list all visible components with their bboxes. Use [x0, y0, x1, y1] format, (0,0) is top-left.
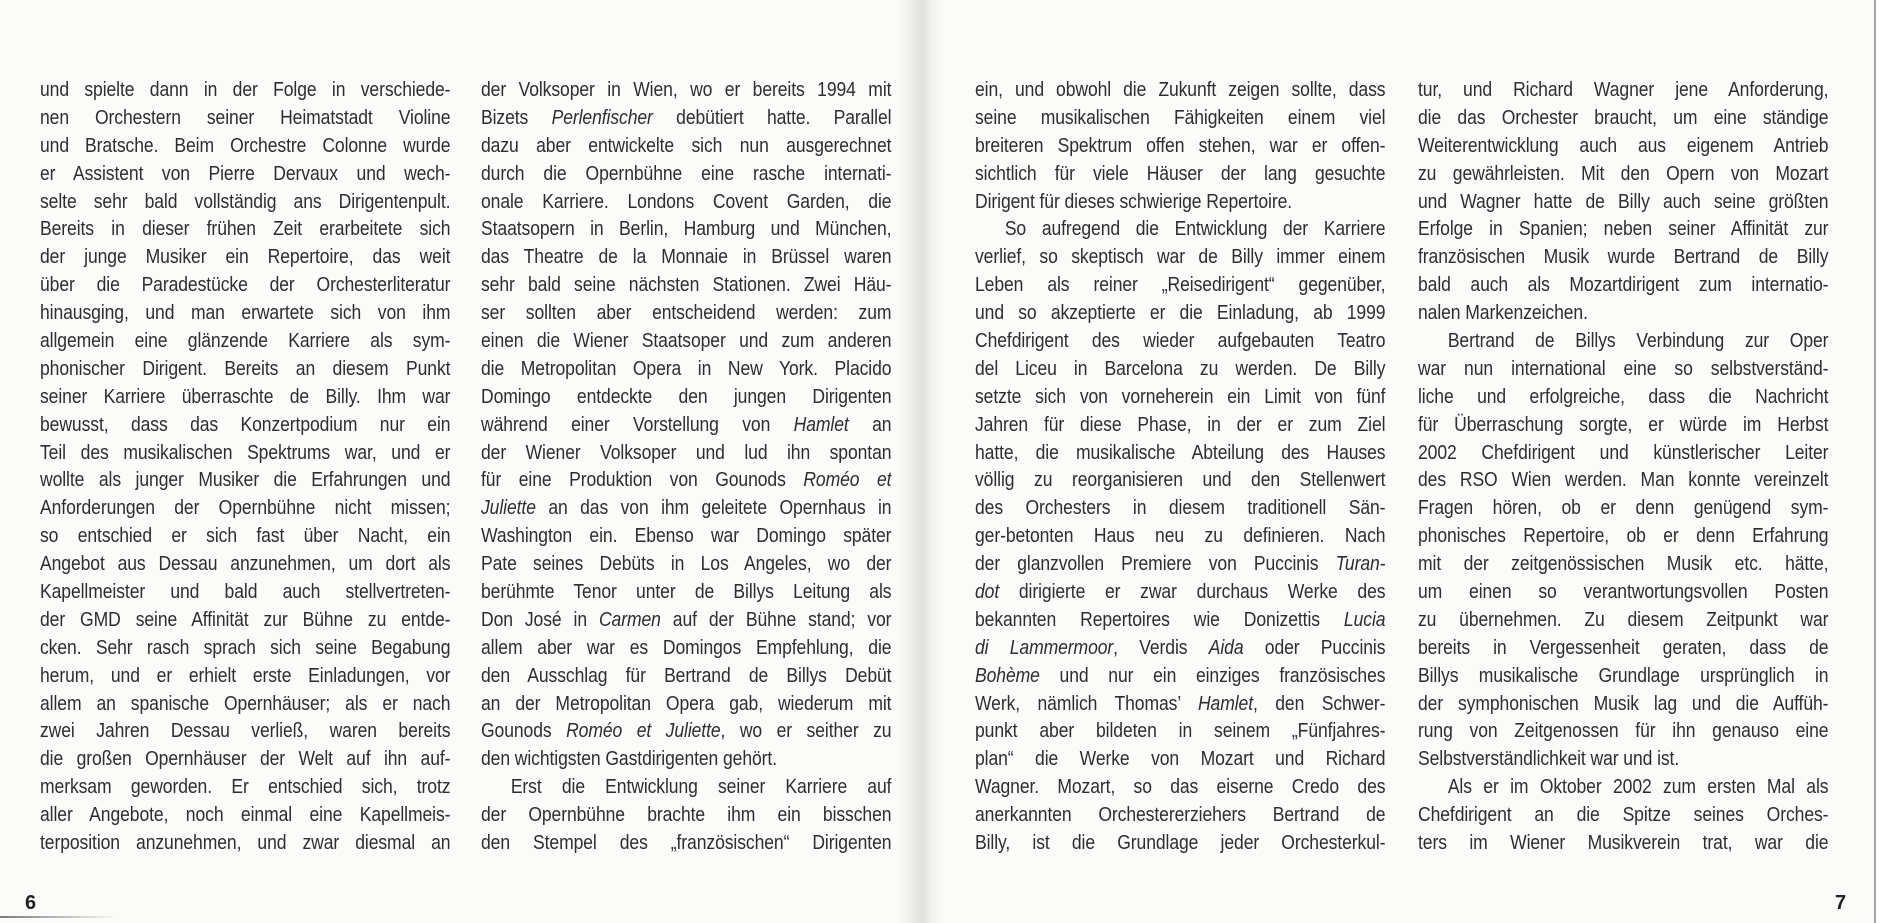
text-line: zu gewährleisten. Mit den Opern von Mozart: [1418, 162, 1829, 185]
text-line: plan“ die Werke von Mozart und Richard: [975, 748, 1386, 771]
text-line: der Opernbühne brachte ihm ein bisschen: [481, 804, 892, 827]
text-line: den Ausschlag für Bertrand de Billys Debüt: [481, 664, 892, 687]
text-line: die Metropolitan Opera in New York. Placido: [481, 357, 892, 380]
text-line: an der Metropolitan Opera gab, wiederum mit: [481, 692, 892, 715]
text-line: sehr bald seine nächsten Stationen. Zwei Häu-: [481, 274, 892, 297]
text-line: terposition anzunehmen, und zwar diesmal an: [40, 832, 451, 855]
text-line: völlig zu reorganisieren und den Stellenwert: [975, 469, 1386, 492]
text-line: hinausging, und man erwartete sich von ihm: [40, 302, 451, 325]
text-line: der Volksoper in Wien, wo er bereits 1994 mit: [481, 79, 892, 101]
text-line: Bereits in dieser frühen Zeit erarbeitete sich: [40, 218, 451, 241]
text-line: den wichtigsten Gastdirigenten gehört.: [481, 748, 778, 771]
text-line: phonisches Repertoire, ob er denn Erfahrung: [1418, 525, 1829, 548]
text-line: Bertrand de Billys Verbindung zur Oper: [1447, 330, 1829, 353]
text-line: del Liceu in Barcelona zu werden. De Billy: [975, 357, 1386, 380]
text-line: so entschied er sich fast über Nacht, ein: [40, 525, 451, 548]
text-line: Angebot aus Dessau anzunehmen, um dort als: [40, 553, 451, 576]
text-line: Bizets Perlenfischer debütiert hatte. Parallel: [481, 106, 892, 129]
text-line: 2002 Chefdirigent und künstlerischer Leiter: [1418, 441, 1829, 464]
text-line: ters im Wiener Musikverein trat, war die: [1418, 832, 1829, 855]
text-line: punkt aber bildeten in seinem „Fünfjahres-: [975, 720, 1386, 743]
text-line: zu übernehmen. Zu diesem Zeitpunkt war: [1418, 608, 1829, 631]
text-line: bewusst, dass das Konzertpodium nur ein: [40, 413, 451, 436]
text-line: berühmte Tenor unter de Billys Leitung als: [481, 581, 892, 604]
text-line: Leben als reiner „Reisedirigent“ gegenüber,: [975, 274, 1386, 297]
text-line: der Wiener Volksoper und lud ihn spontan: [481, 441, 892, 464]
text-line: und spielte dann in der Folge in verschiede-: [40, 79, 451, 101]
text-line: ser sollten aber entscheidend werden: zum: [481, 302, 892, 325]
text-line: er Assistent von Pierre Dervaux und wech-: [40, 162, 451, 185]
text-line: allgemein eine glänzende Karriere als sym-: [40, 330, 451, 353]
text-line: bald auch als Mozartdirigent zum internatio-: [1418, 274, 1829, 297]
text-line: Washington ein. Ebenso war Domingo später: [481, 525, 892, 548]
text-column-2: [481, 77, 891, 859]
text-line: durch die Opernbühne eine rasche internati-: [481, 162, 892, 185]
text-line: Kapellmeister und bald auch stellvertreten-: [40, 581, 451, 604]
text-line: selte sehr bald vollständig ans Dirigentenpult.: [40, 190, 451, 213]
text-line: Anforderungen der Opernbühne nicht missen;: [40, 497, 451, 520]
text-line: dazu aber entwickelte sich nun ausgerechnet: [481, 134, 892, 157]
text-line: Jahren für diese Phase, in der er zum Ziel: [975, 413, 1386, 436]
text-line: zwei Jahren Dessau verließ, waren bereits: [40, 720, 451, 743]
text-line: aller Angebote, noch einmal eine Kapellmeis-: [40, 804, 451, 827]
text-line: tur, und Richard Wagner jene Anforderung,: [1418, 79, 1829, 101]
text-line: des RSO Wien werden. Man konnte vereinzelt: [1418, 469, 1829, 492]
page-number-right: 7: [1835, 892, 1847, 914]
text-line: seine musikalischen Fähigkeiten einem viel: [975, 106, 1386, 129]
text-line: den Stempel des „französischen“ Dirigenten: [481, 832, 892, 855]
text-line: onale Karriere. Londons Covent Garden, die: [481, 190, 892, 213]
bottom-page-edge: [0, 916, 118, 918]
text-line: merksam geworden. Er entschied sich, trotz: [40, 776, 451, 799]
text-line: Bohème und nur ein einziges französisches: [975, 664, 1386, 687]
text-line: die großen Opernhäuser der Welt auf ihn auf-: [40, 748, 451, 771]
text-line: Billys musikalische Grundlage ursprünglich in: [1418, 664, 1829, 687]
text-line: liche und erfolgreiche, dass die Nachricht: [1418, 385, 1829, 408]
text-line: war nun international eine so selbstverständ-: [1418, 357, 1829, 380]
text-line: einen die Wiener Staatsoper und zum anderen: [481, 330, 892, 353]
text-line: Erfolge in Spanien; neben seiner Affinität zur: [1418, 218, 1829, 241]
text-line: Dirigent für dieses schwierige Repertoire.: [975, 190, 1293, 213]
text-line: allem an spanische Opernhäuser; als er nach: [40, 692, 451, 715]
text-line: Weiterentwicklung auch aus eigenem Antrieb: [1418, 134, 1829, 157]
text-line: Selbstverständlichkeit war und ist.: [1418, 748, 1680, 771]
text-column-3: [975, 77, 1385, 859]
right-page: [921, 0, 1876, 923]
text-line: breiteren Spektrum offen stehen, war er offen-: [975, 134, 1386, 157]
text-line: Fragen hören, ob er denn genügend sym-: [1418, 497, 1829, 520]
text-line: für eine Produktion von Gounods Roméo et: [481, 469, 892, 492]
text-line: Teil des musikalischen Spektrums war, und er: [40, 441, 451, 464]
text-line: di Lammermoor, Verdis Aida oder Puccinis: [975, 636, 1386, 659]
page-number-left: 6: [25, 892, 37, 914]
text-line: Als er im Oktober 2002 zum ersten Mal als: [1447, 776, 1829, 799]
text-line: und Bratsche. Beim Orchestre Colonne wurde: [40, 134, 451, 157]
text-line: die das Orchester braucht, um eine ständige: [1418, 106, 1829, 129]
text-line: phonischer Dirigent. Bereits an diesem Punkt: [40, 357, 451, 380]
text-line: ger-betonten Haus neu zu definieren. Nach: [975, 525, 1386, 548]
text-line: das Theatre de la Monnaie in Brüssel waren: [481, 246, 892, 269]
text-line: Erst die Entwicklung seiner Karriere auf: [510, 776, 892, 799]
text-line: Staatsopern in Berlin, Hamburg und München,: [481, 218, 892, 241]
text-line: nalen Markenzeichen.: [1418, 302, 1588, 325]
text-line: verlief, so skeptisch war de Billy immer einem: [975, 246, 1386, 269]
text-line: der junge Musiker ein Repertoire, das weit: [40, 246, 451, 269]
text-line: ein, und obwohl die Zukunft zeigen sollte, dass: [975, 79, 1386, 101]
text-line: um einen so verantwortungsvollen Posten: [1418, 581, 1829, 604]
text-line: Pate seines Debüts in Los Angeles, wo der: [481, 553, 892, 576]
text-line: des Orchesters in diesem traditionell Sän-: [975, 497, 1386, 520]
text-line: der glanzvollen Premiere von Puccinis Turan-: [975, 553, 1386, 576]
text-line: seiner Karriere überraschte de Billy. Ihm war: [40, 385, 451, 408]
text-line: Don José in Carmen auf der Bühne stand; vor: [481, 608, 892, 631]
text-line: nen Orchestern seiner Heimatstadt Violine: [40, 106, 451, 129]
text-line: Domingo entdeckte den jungen Dirigenten: [481, 385, 892, 408]
text-line: allem aber war es Domingos Empfehlung, die: [481, 636, 892, 659]
text-line: Wagner. Mozart, so das eiserne Credo des: [975, 776, 1386, 799]
text-line: Gounods Roméo et Juliette, wo er seither zu: [481, 720, 892, 743]
text-line: bereits in Vergessenheit geraten, dass de: [1418, 636, 1829, 659]
text-line: wollte als junger Musiker die Erfahrungen und: [40, 469, 451, 492]
text-line: französischen Musik wurde Bertrand de Billy: [1418, 246, 1829, 269]
text-line: Werk, nämlich Thomas’ Hamlet, den Schwer-: [975, 692, 1386, 715]
text-line: dot dirigierte er zwar durchaus Werke des: [975, 581, 1386, 604]
text-line: anerkannten Orchestererziehers Bertrand de: [975, 804, 1386, 827]
text-line: für Überraschung sorgte, er würde im Herbst: [1418, 413, 1829, 436]
text-line: über die Paradestücke der Orchesterliteratur: [40, 274, 451, 297]
text-line: Juliette an das von ihm geleitete Opernhaus in: [481, 497, 892, 520]
text-line: und so akzeptierte er die Einladung, ab 1999: [975, 302, 1386, 325]
text-line: sichtlich für viele Häuser der lang gesuchte: [975, 162, 1386, 185]
text-line: Billy, ist die Grundlage jeder Orchesterkul-: [975, 832, 1386, 855]
text-column-1: [40, 77, 450, 859]
text-line: mit der zeitgenössischen Musik etc. hätte,: [1418, 553, 1829, 576]
text-line: setzte sich von vorneherein ein Limit von fünf: [975, 385, 1386, 408]
text-line: Chefdirigent an die Spitze seines Orches-: [1418, 804, 1829, 827]
text-line: während einer Vorstellung von Hamlet an: [481, 413, 892, 436]
left-page: [0, 0, 921, 923]
text-line: und Wagner hatte de Billy auch seine größten: [1418, 190, 1829, 213]
text-line: hatte, die musikalische Abteilung des Hauses: [975, 441, 1386, 464]
text-line: Chefdirigent des wieder aufgebauten Teatro: [975, 330, 1386, 353]
right-margin-strip: [1876, 0, 1883, 923]
text-line: der symphonischen Musik lag und die Auffüh-: [1418, 692, 1829, 715]
text-line: rung von Zeitgenossen für ihn genauso eine: [1418, 720, 1829, 743]
text-line: cken. Sehr rasch sprach sich seine Begabung: [40, 636, 451, 659]
text-line: der GMD seine Affinität zur Bühne zu entde-: [40, 608, 451, 631]
text-line: So aufregend die Entwicklung der Karriere: [1004, 218, 1386, 241]
text-line: bekannten Repertoires wie Donizettis Lucia: [975, 608, 1386, 631]
text-column-4: [1418, 77, 1828, 859]
text-line: herum, und er erhielt erste Einladungen, vor: [40, 664, 451, 687]
